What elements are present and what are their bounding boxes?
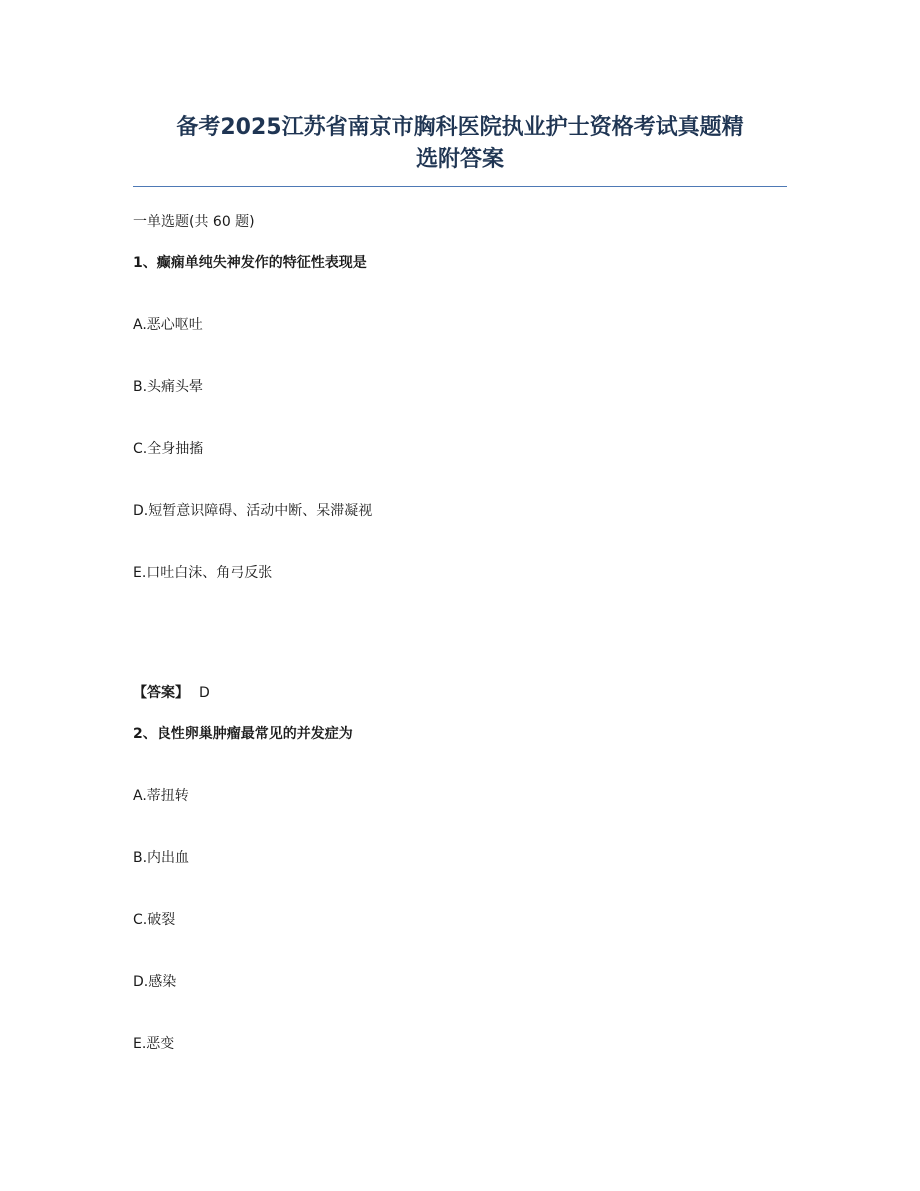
question-stem: 2、良性卵巢肿瘤最常见的并发症为 [133, 726, 353, 742]
section-heading: 一单选题(共 60 题) [133, 214, 255, 230]
question-option: A.恶心呕吐 [133, 317, 203, 333]
question-option: C.破裂 [133, 912, 176, 928]
answer-line [133, 684, 210, 702]
answer-value: D [199, 685, 210, 701]
answer-label: 【答案】 [133, 685, 189, 701]
title-divider [133, 186, 787, 187]
question-option: B.内出血 [133, 850, 190, 866]
question-option: C.全身抽搐 [133, 441, 204, 457]
question-option: B.头痛头晕 [133, 379, 204, 395]
document-title-line-2: 选附答案 [415, 147, 504, 172]
question-stem: 1、癫痫单纯失神发作的特征性表现是 [133, 255, 367, 271]
question-option: E.口吐白沫、角弓反张 [133, 565, 273, 581]
question-option: D.感染 [133, 974, 177, 990]
question-option: E.恶变 [133, 1036, 175, 1052]
question-option: D.短暂意识障碍、活动中断、呆滞凝视 [133, 503, 373, 519]
question-option: A.蒂扭转 [133, 788, 189, 804]
document-title-line-1: 备考2025江苏省南京市胸科医院执业护士资格考试真题精 [176, 115, 744, 140]
document-title [133, 112, 787, 176]
